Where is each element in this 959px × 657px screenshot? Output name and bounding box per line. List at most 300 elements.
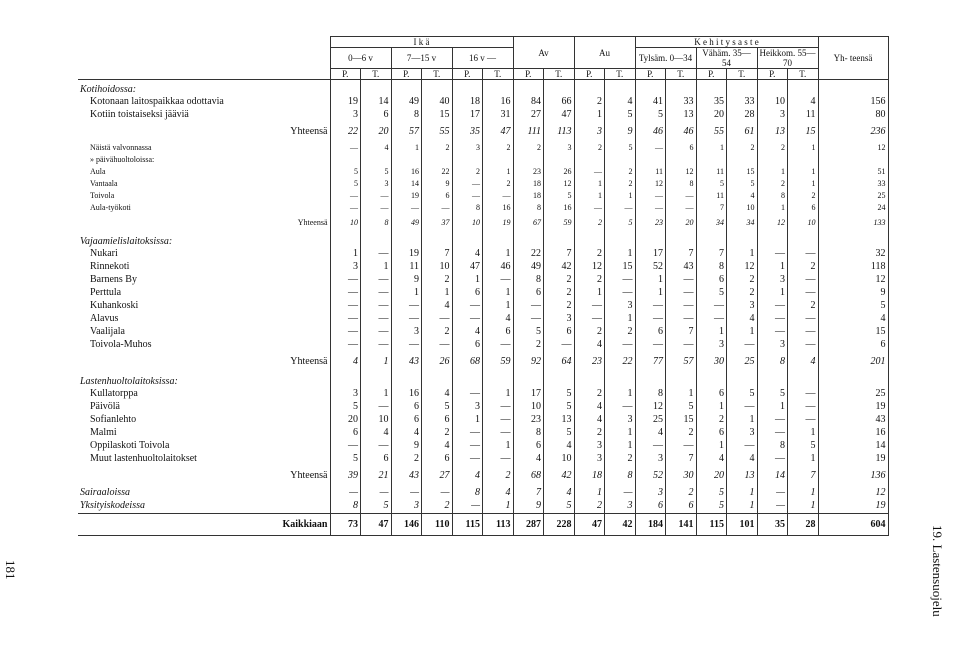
- value-cell: 101: [727, 514, 758, 536]
- value-cell: —: [666, 339, 697, 352]
- value-cell: —: [422, 313, 453, 326]
- value-cell: 42: [544, 261, 575, 274]
- value-cell: 1: [727, 486, 758, 500]
- value-cell: —: [666, 274, 697, 287]
- value-cell: 20: [330, 414, 361, 427]
- value-cell: 1: [788, 427, 819, 440]
- value-cell: —: [330, 326, 361, 339]
- value-cell: 64: [544, 352, 575, 372]
- value-cell: 1: [452, 274, 483, 287]
- value-cell: 4: [727, 313, 758, 326]
- statistics-table: [78, 36, 889, 536]
- total-cell: [818, 80, 888, 96]
- value-cell: 1: [483, 300, 514, 313]
- value-cell: 12: [635, 178, 666, 190]
- value-cell: 4: [727, 190, 758, 202]
- value-cell: [788, 372, 819, 388]
- value-cell: —: [452, 388, 483, 401]
- value-cell: —: [635, 190, 666, 202]
- value-cell: 5: [544, 401, 575, 414]
- value-cell: 5: [788, 440, 819, 453]
- grand-total-row: [78, 514, 888, 536]
- value-cell: 2: [788, 190, 819, 202]
- value-cell: [513, 372, 544, 388]
- value-cell: 5: [757, 388, 788, 401]
- value-cell: 2: [544, 287, 575, 300]
- value-cell: —: [330, 486, 361, 500]
- value-cell: 12: [727, 261, 758, 274]
- row-label: Sairaaloissa: [78, 486, 330, 500]
- value-cell: [696, 372, 727, 388]
- value-cell: —: [727, 401, 758, 414]
- value-cell: 23: [513, 166, 544, 178]
- value-cell: 3: [391, 326, 422, 339]
- value-cell: 5: [361, 500, 392, 514]
- value-cell: 4: [788, 352, 819, 372]
- value-cell: 5: [422, 401, 453, 414]
- value-cell: [483, 80, 514, 96]
- value-cell: 1: [361, 388, 392, 401]
- value-cell: 13: [757, 122, 788, 142]
- value-cell: [391, 232, 422, 248]
- value-cell: [757, 154, 788, 166]
- value-cell: —: [330, 300, 361, 313]
- header-p: P.: [635, 69, 666, 80]
- table-row: [78, 313, 888, 326]
- row-label: Yhteensä: [78, 466, 330, 486]
- age-group-16: 16 v —: [452, 48, 513, 69]
- row-label: Toivola-Muhos: [78, 339, 330, 352]
- table-row: [78, 261, 888, 274]
- value-cell: 6: [666, 142, 697, 154]
- value-cell: 9: [391, 440, 422, 453]
- value-cell: 6: [361, 453, 392, 466]
- value-cell: 8: [513, 427, 544, 440]
- value-cell: 2: [757, 142, 788, 154]
- value-cell: 2: [574, 500, 605, 514]
- value-cell: 18: [513, 190, 544, 202]
- value-cell: 115: [696, 514, 727, 536]
- value-cell: 1: [422, 287, 453, 300]
- value-cell: —: [483, 453, 514, 466]
- value-cell: 3: [757, 339, 788, 352]
- value-cell: 14: [361, 96, 392, 109]
- value-cell: 1: [605, 388, 636, 401]
- value-cell: 6: [635, 326, 666, 339]
- total-cell: 236: [818, 122, 888, 142]
- value-cell: 3: [544, 142, 575, 154]
- value-cell: 1: [361, 352, 392, 372]
- value-cell: 7: [513, 486, 544, 500]
- value-cell: 23: [513, 414, 544, 427]
- value-cell: 21: [361, 466, 392, 486]
- value-cell: [788, 232, 819, 248]
- value-cell: 4: [635, 427, 666, 440]
- value-cell: [635, 80, 666, 96]
- value-cell: 2: [544, 274, 575, 287]
- value-cell: [544, 232, 575, 248]
- value-cell: —: [483, 190, 514, 202]
- value-cell: 46: [635, 122, 666, 142]
- value-cell: 43: [391, 466, 422, 486]
- value-cell: 6: [422, 190, 453, 202]
- value-cell: 12: [635, 401, 666, 414]
- value-cell: —: [513, 313, 544, 326]
- value-cell: —: [391, 313, 422, 326]
- value-cell: [757, 80, 788, 96]
- table-row: [78, 300, 888, 313]
- value-cell: 5: [544, 500, 575, 514]
- value-cell: 43: [666, 261, 697, 274]
- row-label: Vajaamielislaitoksissa:: [78, 232, 330, 248]
- value-cell: 1: [391, 142, 422, 154]
- value-cell: 42: [605, 514, 636, 536]
- value-cell: 141: [666, 514, 697, 536]
- row-label: Muut lastenhuoltolaitokset: [78, 453, 330, 466]
- value-cell: 2: [574, 248, 605, 261]
- table-row: [78, 453, 888, 466]
- value-cell: 19: [391, 190, 422, 202]
- value-cell: —: [788, 287, 819, 300]
- value-cell: 5: [605, 109, 636, 122]
- value-cell: 6: [788, 202, 819, 214]
- value-cell: 2: [422, 326, 453, 339]
- value-cell: [513, 232, 544, 248]
- value-cell: 30: [666, 466, 697, 486]
- value-cell: —: [452, 500, 483, 514]
- total-cell: 12: [818, 486, 888, 500]
- total-cell: 25: [818, 190, 888, 202]
- total-cell: 43: [818, 414, 888, 427]
- au-header: Au: [574, 37, 635, 69]
- row-label: Päivölä: [78, 401, 330, 414]
- value-cell: 1: [727, 500, 758, 514]
- value-cell: 1: [788, 486, 819, 500]
- value-cell: —: [544, 339, 575, 352]
- value-cell: —: [696, 313, 727, 326]
- value-cell: 1: [727, 326, 758, 339]
- value-cell: —: [361, 486, 392, 500]
- value-cell: 1: [483, 388, 514, 401]
- value-cell: —: [361, 313, 392, 326]
- value-cell: 47: [483, 122, 514, 142]
- total-cell: 19: [818, 500, 888, 514]
- value-cell: 57: [666, 352, 697, 372]
- value-cell: 28: [727, 109, 758, 122]
- value-cell: 6: [696, 427, 727, 440]
- value-cell: —: [635, 142, 666, 154]
- chapter-title: 19. Lastensuojelu: [930, 525, 945, 617]
- value-cell: 4: [422, 300, 453, 313]
- value-cell: 3: [330, 388, 361, 401]
- value-cell: 1: [605, 440, 636, 453]
- value-cell: 8: [513, 202, 544, 214]
- value-cell: 4: [544, 486, 575, 500]
- age-group-0-6: 0—6 v: [330, 48, 391, 69]
- value-cell: —: [757, 300, 788, 313]
- value-cell: —: [788, 248, 819, 261]
- value-cell: 15: [788, 122, 819, 142]
- value-cell: 6: [452, 339, 483, 352]
- value-cell: 287: [513, 514, 544, 536]
- total-cell: 4: [818, 313, 888, 326]
- value-cell: 3: [635, 453, 666, 466]
- value-cell: 20: [696, 109, 727, 122]
- value-cell: 8: [452, 202, 483, 214]
- value-cell: 55: [696, 122, 727, 142]
- value-cell: —: [635, 202, 666, 214]
- value-cell: 5: [544, 190, 575, 202]
- value-cell: 25: [727, 352, 758, 372]
- value-cell: 115: [452, 514, 483, 536]
- value-cell: —: [361, 326, 392, 339]
- value-cell: 40: [422, 96, 453, 109]
- value-cell: [727, 154, 758, 166]
- value-cell: 20: [666, 214, 697, 232]
- total-cell: 5: [818, 300, 888, 313]
- value-cell: 46: [483, 261, 514, 274]
- value-cell: [330, 372, 361, 388]
- dev-group-heikkom: Heikkom. 55—70: [757, 48, 818, 69]
- value-cell: 19: [330, 96, 361, 109]
- total-cell: 33: [818, 178, 888, 190]
- value-cell: —: [452, 313, 483, 326]
- value-cell: 12: [757, 214, 788, 232]
- row-label: Kaikkiaan: [78, 514, 330, 536]
- value-cell: 16: [391, 388, 422, 401]
- value-cell: —: [330, 440, 361, 453]
- value-cell: —: [666, 287, 697, 300]
- value-cell: 49: [391, 214, 422, 232]
- value-cell: 3: [605, 500, 636, 514]
- value-cell: —: [361, 190, 392, 202]
- value-cell: —: [605, 339, 636, 352]
- total-cell: 25: [818, 388, 888, 401]
- value-cell: 17: [513, 388, 544, 401]
- table-row: [78, 274, 888, 287]
- row-label: Lastenhuoltolaitoksissa:: [78, 372, 330, 388]
- table-row: [78, 178, 888, 190]
- header-p: P.: [696, 69, 727, 80]
- total-cell: 80: [818, 109, 888, 122]
- value-cell: [544, 154, 575, 166]
- value-cell: [361, 372, 392, 388]
- value-cell: 42: [544, 466, 575, 486]
- value-cell: [544, 372, 575, 388]
- value-cell: 33: [727, 96, 758, 109]
- value-cell: 1: [788, 142, 819, 154]
- value-cell: —: [605, 274, 636, 287]
- value-cell: [757, 232, 788, 248]
- value-cell: [544, 80, 575, 96]
- value-cell: 2: [666, 486, 697, 500]
- value-cell: 1: [757, 261, 788, 274]
- value-cell: 2: [422, 142, 453, 154]
- value-cell: 47: [544, 109, 575, 122]
- value-cell: 9: [391, 274, 422, 287]
- total-cell: 604: [818, 514, 888, 536]
- value-cell: [483, 232, 514, 248]
- value-cell: 9: [513, 500, 544, 514]
- value-cell: 10: [513, 401, 544, 414]
- value-cell: [391, 154, 422, 166]
- value-cell: 1: [635, 287, 666, 300]
- row-label: Aula-työkoti: [78, 202, 330, 214]
- value-cell: 1: [574, 486, 605, 500]
- value-cell: —: [513, 300, 544, 313]
- value-cell: [788, 154, 819, 166]
- total-cell: 118: [818, 261, 888, 274]
- row-label: » päivähuoltoloissa:: [78, 154, 330, 166]
- value-cell: 22: [605, 352, 636, 372]
- value-cell: 61: [727, 122, 758, 142]
- value-cell: 37: [422, 214, 453, 232]
- value-cell: —: [788, 388, 819, 401]
- value-cell: 5: [330, 401, 361, 414]
- value-cell: 26: [422, 352, 453, 372]
- value-cell: 4: [605, 96, 636, 109]
- value-cell: 3: [727, 300, 758, 313]
- table-row: [78, 202, 888, 214]
- table-row: [78, 166, 888, 178]
- value-cell: —: [330, 190, 361, 202]
- value-cell: 17: [635, 248, 666, 261]
- value-cell: 7: [788, 466, 819, 486]
- value-cell: 11: [635, 166, 666, 178]
- value-cell: 2: [605, 166, 636, 178]
- value-cell: 1: [483, 166, 514, 178]
- value-cell: 13: [727, 466, 758, 486]
- value-cell: [452, 154, 483, 166]
- value-cell: 2: [727, 274, 758, 287]
- value-cell: 4: [483, 486, 514, 500]
- value-cell: 2: [574, 142, 605, 154]
- row-label: Rinnekoti: [78, 261, 330, 274]
- value-cell: 10: [422, 261, 453, 274]
- value-cell: [574, 232, 605, 248]
- total-cell: 201: [818, 352, 888, 372]
- value-cell: [727, 372, 758, 388]
- value-cell: 55: [422, 122, 453, 142]
- row-label: Oppilaskoti Toivola: [78, 440, 330, 453]
- value-cell: 5: [727, 388, 758, 401]
- value-cell: [391, 80, 422, 96]
- value-cell: 31: [483, 109, 514, 122]
- value-cell: 15: [727, 166, 758, 178]
- value-cell: 68: [452, 352, 483, 372]
- value-cell: [727, 80, 758, 96]
- value-cell: 35: [452, 122, 483, 142]
- value-cell: 30: [696, 352, 727, 372]
- row-label: Kotiin toistaiseksi jääviä: [78, 109, 330, 122]
- value-cell: 7: [696, 248, 727, 261]
- header-t: T.: [361, 69, 392, 80]
- value-cell: [452, 80, 483, 96]
- value-cell: 4: [574, 339, 605, 352]
- value-cell: 7: [666, 453, 697, 466]
- section-row: [78, 232, 888, 248]
- value-cell: —: [330, 202, 361, 214]
- value-cell: 6: [513, 440, 544, 453]
- value-cell: 14: [391, 178, 422, 190]
- value-cell: 10: [452, 214, 483, 232]
- value-cell: 8: [635, 388, 666, 401]
- value-cell: 1: [574, 178, 605, 190]
- value-cell: 5: [727, 178, 758, 190]
- value-cell: 4: [788, 96, 819, 109]
- value-cell: —: [361, 339, 392, 352]
- value-cell: —: [727, 440, 758, 453]
- value-cell: 3: [361, 178, 392, 190]
- value-cell: 3: [452, 142, 483, 154]
- value-cell: 1: [452, 414, 483, 427]
- value-cell: —: [361, 300, 392, 313]
- value-cell: [605, 154, 636, 166]
- row-label: Aula: [78, 166, 330, 178]
- value-cell: —: [574, 202, 605, 214]
- value-cell: 3: [757, 109, 788, 122]
- value-cell: 1: [757, 202, 788, 214]
- value-cell: 2: [391, 453, 422, 466]
- value-cell: [757, 372, 788, 388]
- total-cell: 19: [818, 453, 888, 466]
- value-cell: [666, 232, 697, 248]
- header-t: T.: [422, 69, 453, 80]
- total-cell: 19: [818, 401, 888, 414]
- value-cell: [635, 232, 666, 248]
- value-cell: —: [452, 178, 483, 190]
- value-cell: 52: [635, 466, 666, 486]
- value-cell: —: [483, 339, 514, 352]
- value-cell: [330, 154, 361, 166]
- value-cell: —: [788, 401, 819, 414]
- value-cell: 22: [330, 122, 361, 142]
- section-row: [78, 80, 888, 96]
- value-cell: 6: [483, 326, 514, 339]
- table-row: [78, 326, 888, 339]
- value-cell: 1: [696, 326, 727, 339]
- value-cell: —: [452, 190, 483, 202]
- table-row: [78, 440, 888, 453]
- value-cell: 2: [513, 339, 544, 352]
- row-label: Yhteensä: [78, 352, 330, 372]
- value-cell: 3: [574, 122, 605, 142]
- value-cell: 1: [483, 248, 514, 261]
- value-cell: 2: [757, 178, 788, 190]
- value-cell: 67: [513, 214, 544, 232]
- header-row-1: [78, 37, 888, 48]
- value-cell: 8: [666, 178, 697, 190]
- value-cell: 1: [483, 500, 514, 514]
- value-cell: —: [391, 202, 422, 214]
- value-cell: 3: [452, 401, 483, 414]
- value-cell: 6: [513, 287, 544, 300]
- value-cell: 11: [391, 261, 422, 274]
- header-t: T.: [788, 69, 819, 80]
- value-cell: [696, 232, 727, 248]
- value-cell: —: [452, 427, 483, 440]
- value-cell: 10: [330, 214, 361, 232]
- value-cell: 4: [361, 427, 392, 440]
- value-cell: 4: [727, 453, 758, 466]
- value-cell: 12: [666, 166, 697, 178]
- table-row: [78, 339, 888, 352]
- value-cell: 8: [757, 440, 788, 453]
- row-label: Yhteensä: [78, 122, 330, 142]
- value-cell: 1: [696, 440, 727, 453]
- value-cell: 111: [513, 122, 544, 142]
- value-cell: —: [452, 300, 483, 313]
